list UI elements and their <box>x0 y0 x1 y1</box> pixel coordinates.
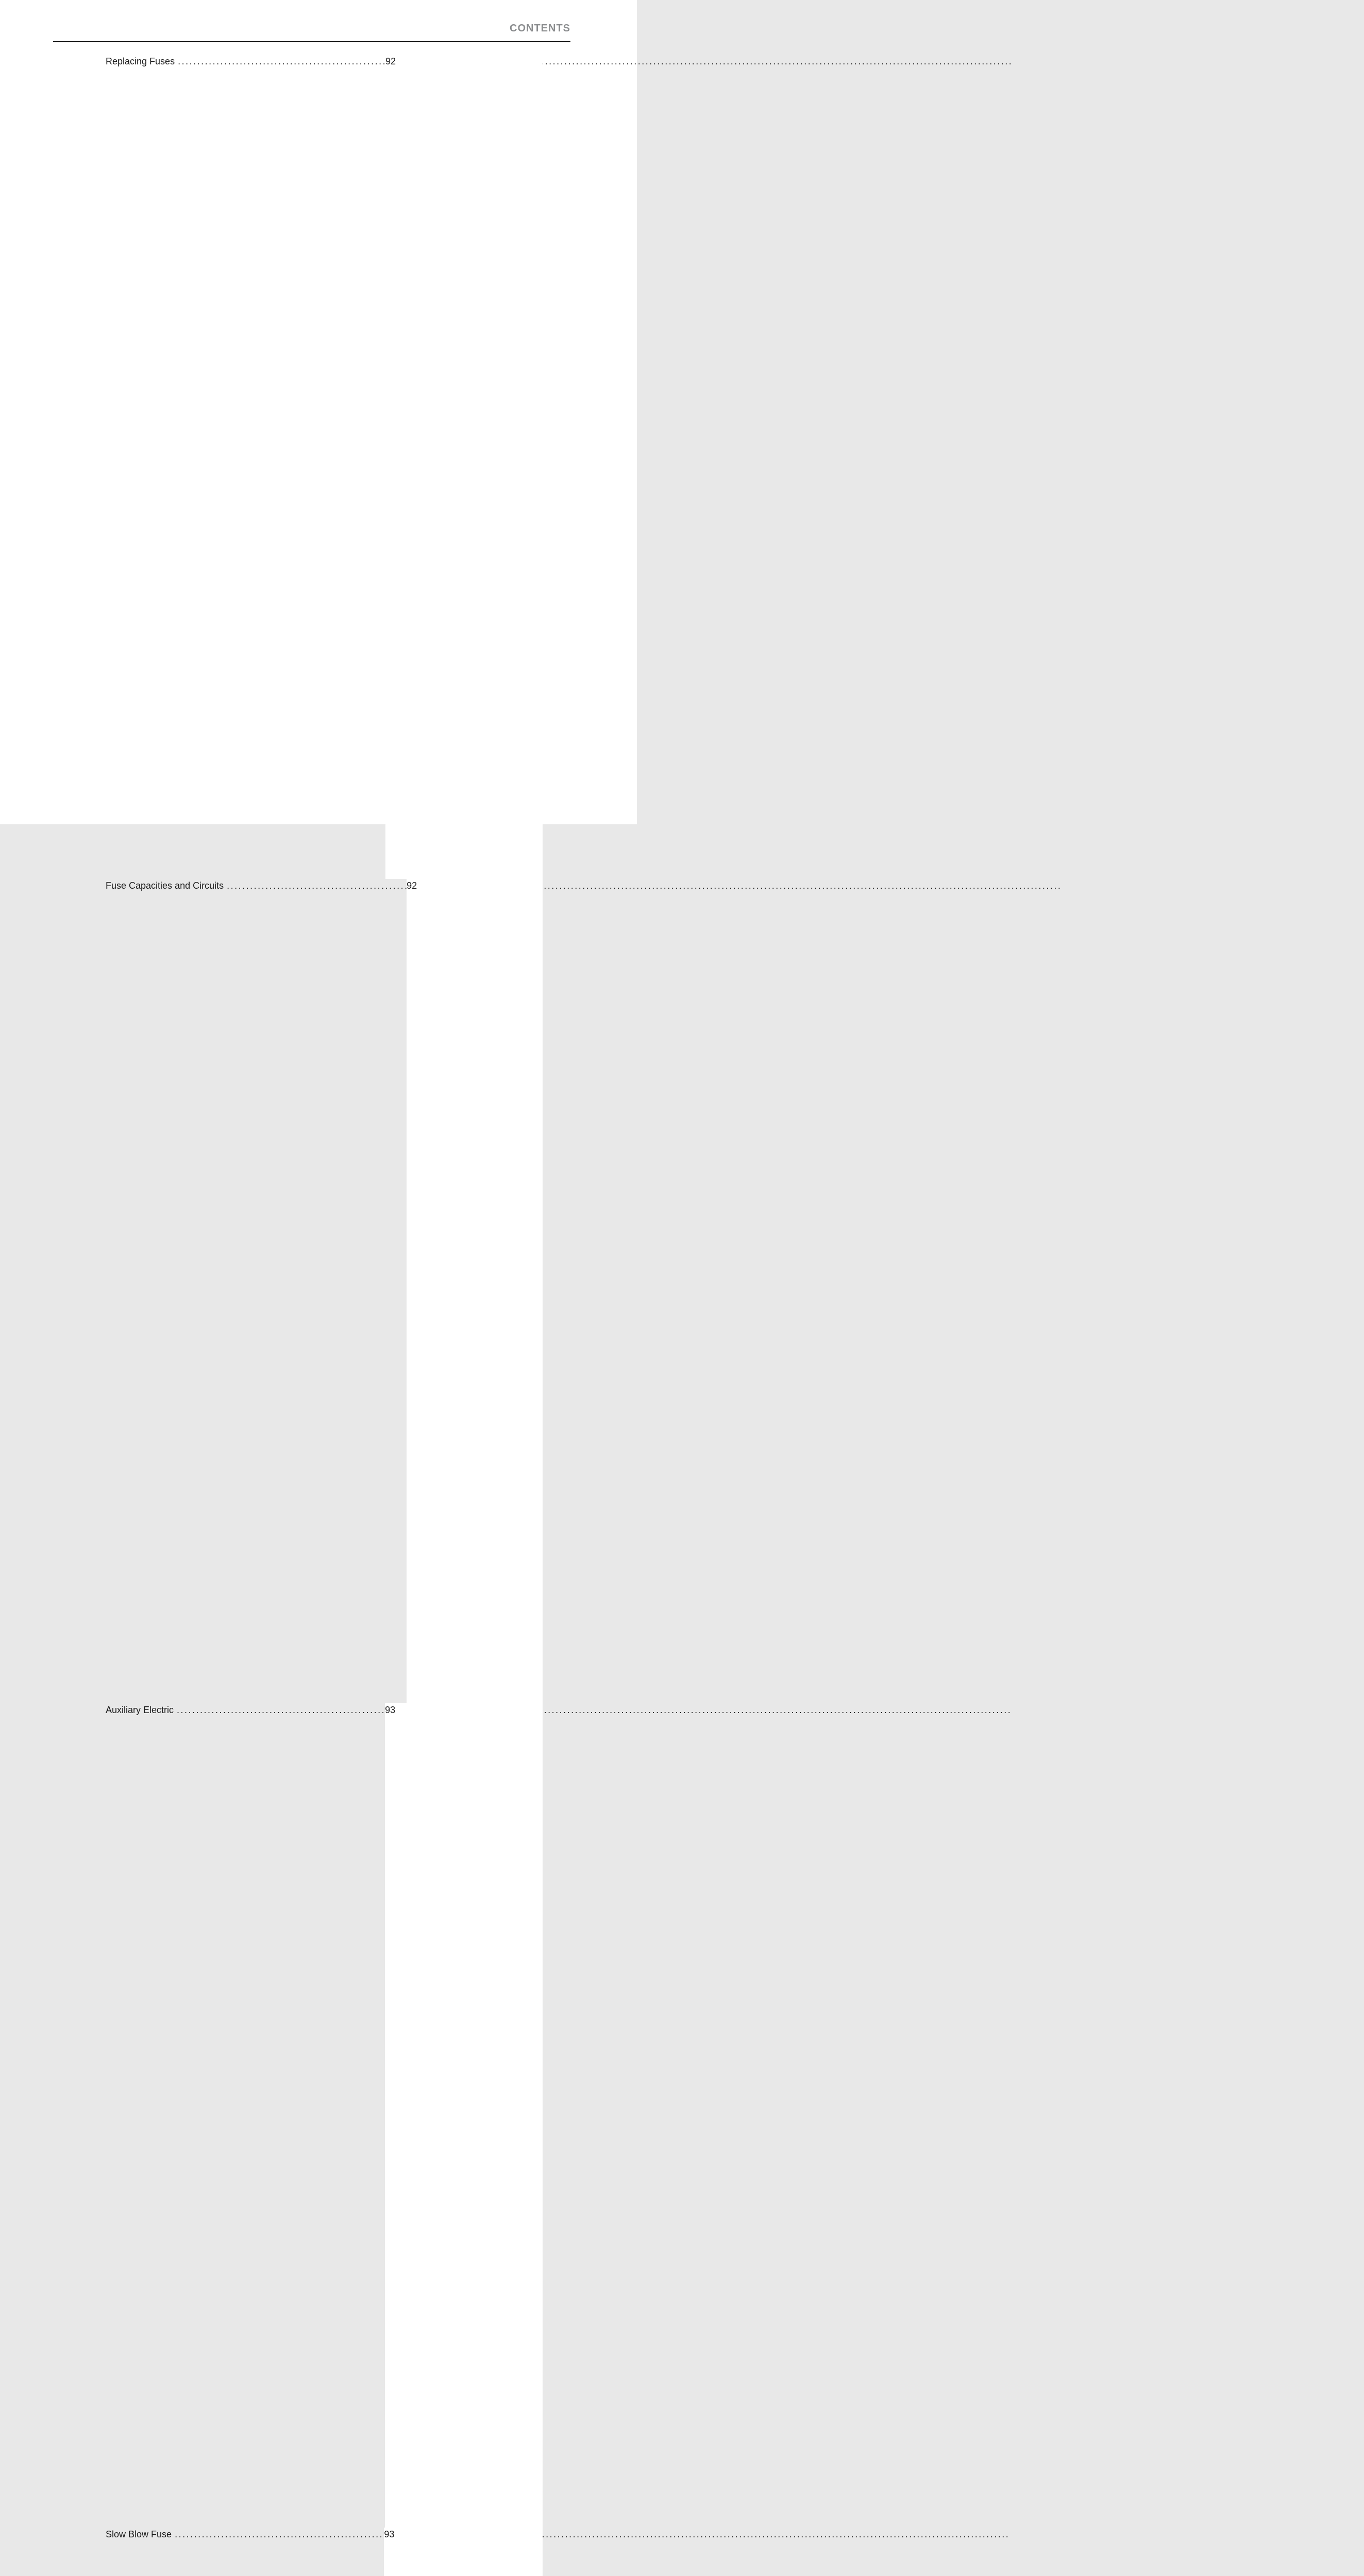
toc-entry-label: Replacing Fuses <box>106 56 175 66</box>
toc-entry <box>81 879 543 1703</box>
dot-leader <box>175 2528 382 2541</box>
toc-entry-label: Auxiliary Electric <box>106 1705 174 1715</box>
dot-leader <box>178 55 384 68</box>
toc-entry <box>81 2528 543 2576</box>
toc-entry <box>81 55 543 879</box>
toc-entry-label: Fuse Capacities and Circuits <box>106 880 224 891</box>
toc-entry-page: 93 <box>385 1703 543 2528</box>
dot-leader <box>177 1703 383 1717</box>
dot-leader <box>227 879 405 892</box>
toc-entry <box>81 1703 543 2528</box>
toc-entry-label: Slow Blow Fuse <box>106 2529 172 2539</box>
toc-entry-page: 93 <box>384 2528 543 2576</box>
header-rule <box>53 41 570 42</box>
toc-entry-page: 92 <box>407 879 543 1703</box>
table-of-contents <box>81 55 543 2576</box>
document-page <box>0 0 637 2539</box>
page-header: CONTENTS <box>510 23 570 34</box>
toc-entry-page: 92 <box>385 55 543 879</box>
